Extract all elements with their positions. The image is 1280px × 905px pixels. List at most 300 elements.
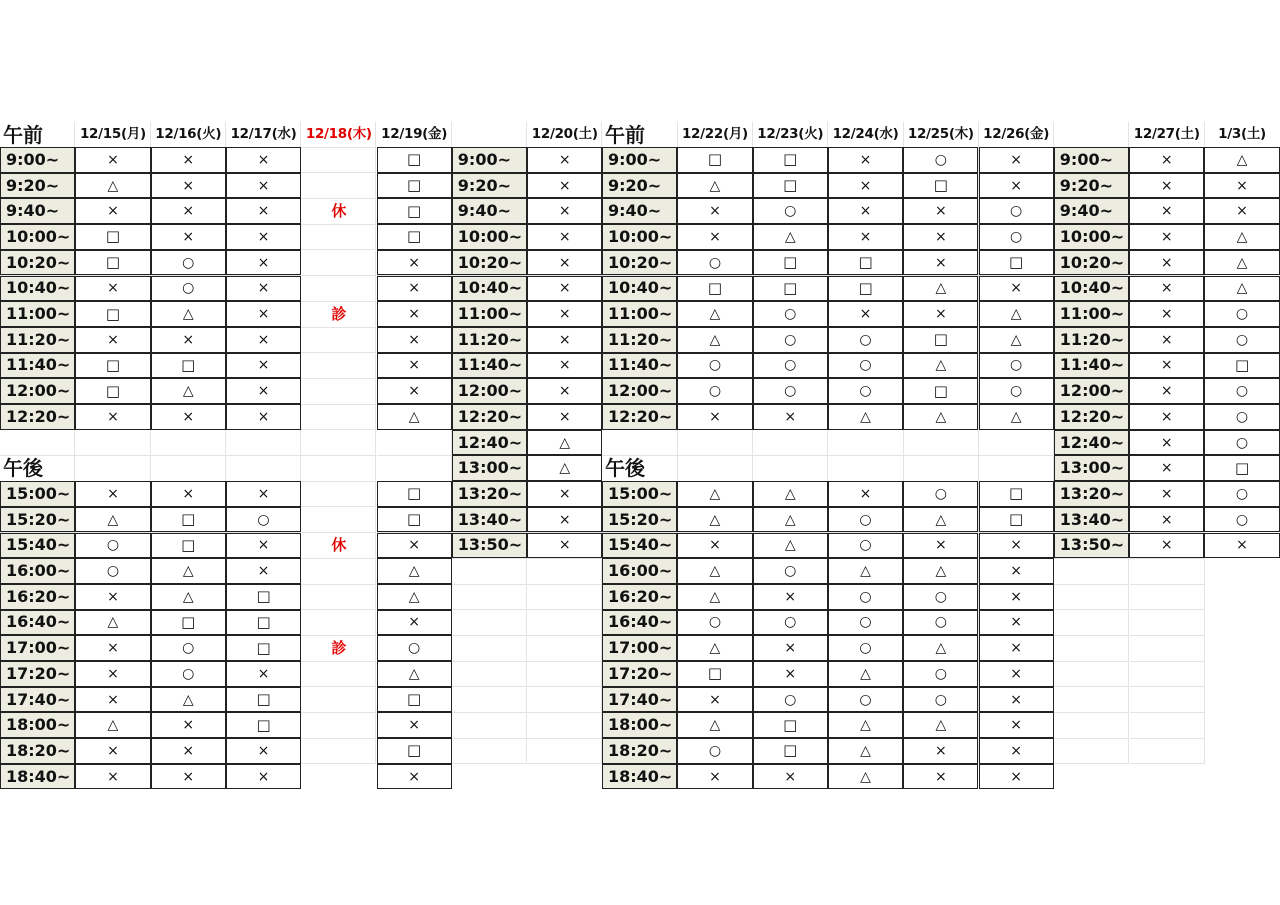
availability-cell[interactable]: □ (75, 378, 150, 404)
availability-cell[interactable]: × (377, 712, 452, 738)
availability-cell[interactable]: × (903, 533, 978, 559)
availability-cell[interactable]: ○ (677, 610, 752, 636)
availability-cell[interactable]: ○ (677, 738, 752, 764)
availability-cell[interactable]: □ (753, 173, 828, 199)
availability-cell[interactable]: □ (377, 687, 452, 713)
availability-cell[interactable]: △ (903, 353, 978, 379)
availability-cell[interactable]: × (903, 764, 978, 790)
availability-cell[interactable]: △ (903, 507, 978, 533)
availability-cell[interactable]: □ (903, 173, 978, 199)
availability-cell[interactable]: □ (377, 147, 452, 173)
availability-cell[interactable]: △ (377, 584, 452, 610)
saturday-availability-cell[interactable]: ○ (1204, 301, 1279, 327)
availability-cell[interactable]: □ (75, 250, 150, 276)
availability-cell[interactable]: △ (677, 481, 752, 507)
availability-cell[interactable]: □ (226, 687, 301, 713)
saturday-availability-cell[interactable]: □ (1204, 455, 1279, 481)
availability-cell[interactable]: ○ (151, 661, 226, 687)
availability-cell[interactable]: × (903, 738, 978, 764)
availability-cell[interactable]: △ (75, 173, 150, 199)
availability-cell[interactable]: ○ (753, 610, 828, 636)
availability-cell[interactable]: △ (753, 224, 828, 250)
availability-cell[interactable]: × (75, 147, 150, 173)
availability-cell[interactable]: ○ (828, 584, 903, 610)
saturday-availability-cell[interactable]: × (1129, 430, 1204, 456)
date-header: 12/16(火) (155, 125, 222, 142)
availability-cell[interactable]: × (377, 610, 452, 636)
availability-cell[interactable]: × (75, 584, 150, 610)
availability-cell[interactable]: ○ (377, 635, 452, 661)
availability-cell[interactable]: △ (828, 738, 903, 764)
saturday-availability-cell[interactable]: × (527, 147, 602, 173)
availability-cell[interactable]: ○ (226, 507, 301, 533)
availability-cell[interactable]: ○ (979, 378, 1054, 404)
availability-cell[interactable]: × (753, 764, 828, 790)
availability-cell[interactable]: × (828, 147, 903, 173)
availability-cell[interactable]: △ (828, 712, 903, 738)
saturday-availability-cell[interactable]: × (1129, 404, 1204, 430)
availability-cell[interactable]: □ (226, 584, 301, 610)
availability-cell[interactable]: × (377, 327, 452, 353)
availability-cell[interactable]: × (979, 610, 1054, 636)
availability-cell[interactable]: □ (151, 353, 226, 379)
availability-cell[interactable]: ○ (903, 147, 978, 173)
availability-cell[interactable]: × (75, 661, 150, 687)
availability-cell[interactable]: ○ (903, 661, 978, 687)
availability-cell[interactable]: × (979, 687, 1054, 713)
availability-cell[interactable]: △ (677, 712, 752, 738)
availability-cell[interactable]: × (677, 198, 752, 224)
saturday-availability-cell[interactable]: △ (527, 430, 602, 456)
availability-cell[interactable]: × (226, 353, 301, 379)
saturday-availability-cell[interactable]: ○ (1204, 404, 1279, 430)
availability-cell[interactable]: × (377, 353, 452, 379)
availability-cell[interactable]: × (226, 558, 301, 584)
availability-cell[interactable]: × (75, 635, 150, 661)
saturday-availability-cell[interactable]: × (1129, 173, 1204, 199)
availability-cell[interactable]: △ (753, 507, 828, 533)
availability-cell[interactable]: △ (151, 378, 226, 404)
availability-cell[interactable]: □ (753, 712, 828, 738)
gridline-cell (527, 713, 602, 739)
availability-cell[interactable]: □ (226, 610, 301, 636)
availability-cell[interactable]: ○ (828, 327, 903, 353)
saturday-availability-cell[interactable]: × (1129, 455, 1204, 481)
availability-cell[interactable]: △ (677, 173, 752, 199)
availability-cell[interactable]: □ (677, 661, 752, 687)
availability-cell[interactable]: △ (979, 404, 1054, 430)
availability-cell[interactable]: △ (753, 533, 828, 559)
availability-cell[interactable]: ○ (151, 276, 226, 302)
saturday-availability-cell[interactable]: × (527, 533, 602, 559)
availability-cell[interactable]: × (979, 147, 1054, 173)
availability-cell[interactable]: × (979, 584, 1054, 610)
availability-cell[interactable]: △ (677, 584, 752, 610)
availability-cell[interactable]: × (753, 404, 828, 430)
gridline-cell (1130, 585, 1205, 611)
availability-cell[interactable]: □ (753, 276, 828, 302)
saturday-availability-cell[interactable]: × (527, 481, 602, 507)
availability-cell[interactable]: × (677, 404, 752, 430)
saturday-availability-cell[interactable]: △ (1204, 147, 1279, 173)
availability-cell[interactable]: × (226, 173, 301, 199)
availability-cell[interactable]: × (75, 404, 150, 430)
availability-cell[interactable]: × (377, 250, 452, 276)
saturday-availability-cell[interactable]: × (527, 404, 602, 430)
availability-cell[interactable]: □ (979, 507, 1054, 533)
gridline-cell (1130, 559, 1205, 585)
availability-cell[interactable]: □ (903, 378, 978, 404)
availability-cell[interactable]: × (828, 301, 903, 327)
availability-cell[interactable]: ○ (979, 224, 1054, 250)
availability-cell[interactable]: △ (75, 712, 150, 738)
availability-cell[interactable]: × (903, 198, 978, 224)
saturday-availability-cell[interactable]: □ (1204, 353, 1279, 379)
availability-cell[interactable]: □ (377, 481, 452, 507)
availability-cell[interactable]: × (226, 661, 301, 687)
availability-cell[interactable]: × (377, 533, 452, 559)
availability-cell[interactable]: △ (903, 635, 978, 661)
availability-cell[interactable]: × (151, 712, 226, 738)
availability-cell[interactable]: △ (151, 301, 226, 327)
time-slot-label: 12:00~ (602, 378, 677, 404)
availability-cell[interactable]: ○ (979, 198, 1054, 224)
gridline-cell (452, 662, 527, 688)
availability-cell[interactable]: × (75, 327, 150, 353)
availability-cell[interactable]: △ (677, 327, 752, 353)
availability-cell[interactable]: × (226, 276, 301, 302)
availability-cell[interactable]: ○ (151, 250, 226, 276)
time-slot-label: 18:00~ (0, 712, 75, 738)
saturday-time-label: 12:20~ (452, 404, 527, 430)
availability-cell[interactable]: ○ (753, 327, 828, 353)
time-slot-label: 15:00~ (602, 481, 677, 507)
availability-cell[interactable]: △ (753, 481, 828, 507)
availability-cell[interactable]: × (151, 147, 226, 173)
availability-cell[interactable]: □ (828, 250, 903, 276)
saturday-availability-cell[interactable]: × (1129, 224, 1204, 250)
saturday-availability-cell[interactable]: × (527, 301, 602, 327)
gridline-cell (301, 559, 376, 585)
saturday-availability-cell[interactable]: × (1129, 147, 1204, 173)
time-slot-label: 15:00~ (0, 481, 75, 507)
availability-cell[interactable]: ○ (753, 687, 828, 713)
availability-cell[interactable]: × (151, 173, 226, 199)
availability-cell[interactable]: △ (677, 558, 752, 584)
availability-cell[interactable]: ○ (828, 533, 903, 559)
time-slot-label: 16:00~ (0, 558, 75, 584)
availability-cell[interactable]: △ (151, 584, 226, 610)
availability-cell[interactable]: ○ (753, 198, 828, 224)
time-slot-label: 10:40~ (0, 276, 75, 302)
availability-cell[interactable]: × (226, 250, 301, 276)
availability-cell[interactable]: × (75, 481, 150, 507)
saturday-availability-cell[interactable]: △ (527, 455, 602, 481)
availability-cell[interactable]: □ (151, 610, 226, 636)
availability-cell[interactable]: □ (377, 198, 452, 224)
availability-cell[interactable]: × (677, 687, 752, 713)
availability-cell[interactable]: △ (828, 764, 903, 790)
availability-cell[interactable]: × (828, 198, 903, 224)
availability-cell[interactable]: × (75, 198, 150, 224)
availability-cell[interactable]: × (979, 738, 1054, 764)
availability-cell[interactable]: ○ (151, 635, 226, 661)
availability-cell[interactable]: □ (377, 738, 452, 764)
availability-cell[interactable]: □ (377, 173, 452, 199)
availability-cell[interactable]: × (979, 661, 1054, 687)
availability-cell[interactable]: × (151, 224, 226, 250)
availability-cell[interactable]: × (753, 584, 828, 610)
availability-cell[interactable]: × (151, 404, 226, 430)
saturday-availability-cell[interactable]: × (1129, 301, 1204, 327)
time-slot-label: 9:20~ (0, 173, 75, 199)
availability-cell[interactable]: × (75, 764, 150, 790)
availability-cell[interactable]: × (828, 481, 903, 507)
availability-cell[interactable]: × (677, 224, 752, 250)
saturday-availability-cell[interactable]: × (527, 327, 602, 353)
gridline-cell (301, 456, 376, 482)
saturday-time-label: 11:20~ (452, 327, 527, 353)
availability-cell[interactable]: □ (677, 276, 752, 302)
availability-cell[interactable]: △ (903, 404, 978, 430)
time-slot-label: 9:40~ (0, 198, 75, 224)
availability-cell[interactable]: ○ (903, 584, 978, 610)
availability-cell[interactable]: ○ (75, 558, 150, 584)
gridline-cell (301, 482, 376, 508)
gridline-cell (301, 148, 376, 174)
availability-cell[interactable]: ○ (828, 353, 903, 379)
availability-cell[interactable]: × (151, 481, 226, 507)
availability-cell[interactable]: × (75, 738, 150, 764)
availability-cell[interactable]: × (151, 738, 226, 764)
availability-cell[interactable]: △ (75, 610, 150, 636)
gridline-cell (527, 662, 602, 688)
saturday-availability-cell[interactable]: × (527, 250, 602, 276)
availability-cell[interactable]: △ (828, 661, 903, 687)
availability-cell[interactable]: ○ (753, 353, 828, 379)
saturday-availability-cell[interactable]: × (1129, 533, 1204, 559)
gridline-cell (1130, 739, 1205, 765)
availability-cell[interactable]: □ (75, 301, 150, 327)
availability-cell[interactable]: × (903, 301, 978, 327)
gridline-cell (527, 739, 602, 765)
saturday-availability-cell[interactable]: × (527, 224, 602, 250)
availability-cell[interactable]: ○ (828, 687, 903, 713)
saturday-availability-cell[interactable]: × (1129, 250, 1204, 276)
availability-cell[interactable]: △ (377, 558, 452, 584)
availability-cell[interactable]: × (226, 301, 301, 327)
availability-cell[interactable]: △ (903, 276, 978, 302)
availability-cell[interactable]: △ (677, 301, 752, 327)
saturday-time-label: 12:40~ (452, 430, 527, 456)
saturday-availability-cell[interactable]: × (527, 353, 602, 379)
availability-cell[interactable]: □ (828, 276, 903, 302)
availability-cell[interactable]: ○ (828, 610, 903, 636)
availability-cell[interactable]: × (979, 173, 1054, 199)
availability-cell[interactable]: × (151, 198, 226, 224)
date-header: 12/17(水) (230, 125, 297, 142)
saturday-availability-cell[interactable]: △ (1204, 224, 1279, 250)
availability-cell[interactable]: ○ (903, 687, 978, 713)
gridline-cell (452, 687, 527, 713)
saturday-time-label: 9:00~ (1054, 147, 1129, 173)
availability-cell[interactable]: □ (979, 250, 1054, 276)
saturday-availability-cell[interactable]: × (1129, 276, 1204, 302)
availability-cell[interactable]: × (979, 635, 1054, 661)
availability-cell[interactable]: □ (226, 635, 301, 661)
availability-cell[interactable]: ○ (828, 507, 903, 533)
availability-cell[interactable]: △ (677, 635, 752, 661)
availability-cell[interactable]: × (753, 635, 828, 661)
availability-cell[interactable]: × (377, 301, 452, 327)
saturday-availability-cell[interactable]: × (1204, 173, 1279, 199)
availability-cell[interactable]: △ (377, 404, 452, 430)
availability-cell[interactable]: × (979, 764, 1054, 790)
availability-cell[interactable]: × (75, 276, 150, 302)
availability-cell[interactable]: □ (151, 507, 226, 533)
time-slot-label: 15:40~ (0, 533, 75, 559)
availability-cell[interactable]: □ (75, 224, 150, 250)
gridline-cell (678, 430, 753, 456)
availability-cell[interactable]: ○ (677, 250, 752, 276)
availability-cell[interactable]: □ (75, 353, 150, 379)
saturday-availability-cell[interactable]: ○ (1204, 507, 1279, 533)
closed-day-text: 休 (331, 535, 347, 554)
saturday-time-label: 13:40~ (452, 507, 527, 533)
availability-cell[interactable]: × (75, 687, 150, 713)
availability-cell[interactable]: ○ (677, 378, 752, 404)
time-slot-label: 11:00~ (0, 301, 75, 327)
availability-cell[interactable]: ○ (828, 635, 903, 661)
availability-cell[interactable]: × (226, 404, 301, 430)
availability-cell[interactable]: × (677, 764, 752, 790)
availability-cell[interactable]: × (828, 224, 903, 250)
availability-cell[interactable]: × (377, 764, 452, 790)
availability-cell[interactable]: △ (677, 507, 752, 533)
availability-cell[interactable]: × (226, 327, 301, 353)
am-section-label: 午前 (605, 122, 645, 147)
gridline-cell (301, 687, 376, 713)
availability-cell[interactable]: × (677, 533, 752, 559)
availability-cell[interactable]: □ (753, 250, 828, 276)
saturday-availability-cell[interactable]: × (1129, 353, 1204, 379)
availability-cell[interactable]: × (226, 378, 301, 404)
availability-cell[interactable]: × (979, 558, 1054, 584)
availability-cell[interactable]: ○ (75, 533, 150, 559)
availability-cell[interactable]: ○ (753, 558, 828, 584)
saturday-availability-cell[interactable]: × (527, 378, 602, 404)
availability-cell[interactable]: × (979, 712, 1054, 738)
availability-cell[interactable]: □ (753, 147, 828, 173)
availability-cell[interactable]: × (377, 276, 452, 302)
availability-cell[interactable]: ○ (903, 610, 978, 636)
availability-cell[interactable]: △ (151, 687, 226, 713)
saturday-availability-cell[interactable]: × (527, 507, 602, 533)
availability-cell[interactable]: □ (903, 327, 978, 353)
availability-cell[interactable]: △ (903, 558, 978, 584)
saturday-availability-cell[interactable]: × (1204, 533, 1279, 559)
saturday-availability-cell[interactable]: × (527, 276, 602, 302)
saturday-availability-cell[interactable]: ○ (1204, 430, 1279, 456)
availability-cell[interactable]: × (377, 378, 452, 404)
availability-cell[interactable]: ○ (828, 378, 903, 404)
availability-cell[interactable]: △ (377, 661, 452, 687)
availability-cell[interactable]: × (753, 661, 828, 687)
saturday-availability-cell[interactable]: × (1129, 198, 1204, 224)
gridline-cell (151, 430, 226, 456)
availability-cell[interactable]: × (226, 533, 301, 559)
saturday-availability-cell[interactable]: △ (1204, 250, 1279, 276)
closed-day-text: 診 (331, 304, 347, 323)
time-slot-label: 17:00~ (0, 635, 75, 661)
saturday-availability-cell[interactable]: × (1204, 198, 1279, 224)
saturday-availability-cell[interactable]: × (1129, 481, 1204, 507)
availability-cell[interactable]: △ (75, 507, 150, 533)
gridline-cell (527, 687, 602, 713)
saturday-availability-cell[interactable]: ○ (1204, 378, 1279, 404)
availability-cell[interactable]: △ (979, 301, 1054, 327)
date-header: 12/20(土) (531, 125, 598, 142)
availability-cell[interactable]: × (979, 533, 1054, 559)
availability-cell[interactable]: × (226, 147, 301, 173)
availability-cell[interactable]: □ (151, 533, 226, 559)
availability-cell[interactable]: × (151, 764, 226, 790)
availability-cell[interactable]: △ (828, 558, 903, 584)
gridline-cell (1054, 610, 1129, 636)
saturday-availability-cell[interactable]: × (527, 173, 602, 199)
gridline-cell (678, 456, 753, 482)
availability-cell[interactable]: ○ (753, 378, 828, 404)
availability-cell[interactable]: △ (979, 327, 1054, 353)
saturday-availability-cell[interactable]: × (1129, 327, 1204, 353)
availability-cell[interactable]: × (226, 764, 301, 790)
saturday-availability-cell[interactable]: ○ (1204, 481, 1279, 507)
saturday-time-label: 13:50~ (452, 533, 527, 559)
saturday-availability-cell[interactable]: × (1129, 378, 1204, 404)
availability-cell[interactable]: △ (151, 558, 226, 584)
availability-cell[interactable]: × (226, 198, 301, 224)
availability-cell[interactable]: △ (828, 404, 903, 430)
availability-cell[interactable]: ○ (903, 481, 978, 507)
availability-cell[interactable]: □ (677, 147, 752, 173)
availability-cell[interactable]: ○ (677, 353, 752, 379)
saturday-availability-cell[interactable]: × (1129, 507, 1204, 533)
availability-cell[interactable]: × (151, 327, 226, 353)
availability-cell[interactable]: × (226, 481, 301, 507)
availability-cell[interactable]: □ (377, 507, 452, 533)
availability-cell[interactable]: × (226, 738, 301, 764)
saturday-availability-cell[interactable]: ○ (1204, 327, 1279, 353)
availability-cell[interactable]: □ (979, 481, 1054, 507)
time-slot-label: 12:20~ (602, 404, 677, 430)
availability-cell[interactable]: × (226, 224, 301, 250)
availability-cell[interactable]: × (903, 250, 978, 276)
availability-cell[interactable]: △ (903, 712, 978, 738)
availability-cell[interactable]: ○ (979, 353, 1054, 379)
availability-cell[interactable]: × (903, 224, 978, 250)
saturday-time-label: 9:20~ (452, 173, 527, 199)
saturday-availability-cell[interactable]: × (527, 198, 602, 224)
gridline-cell (1054, 636, 1129, 662)
availability-cell[interactable]: □ (377, 224, 452, 250)
availability-cell[interactable]: ○ (753, 301, 828, 327)
availability-cell[interactable]: × (979, 276, 1054, 302)
availability-cell[interactable]: □ (753, 738, 828, 764)
date-header: 12/26(金) (983, 125, 1050, 142)
availability-cell[interactable]: □ (226, 712, 301, 738)
saturday-availability-cell[interactable]: △ (1204, 276, 1279, 302)
availability-cell[interactable]: × (828, 173, 903, 199)
